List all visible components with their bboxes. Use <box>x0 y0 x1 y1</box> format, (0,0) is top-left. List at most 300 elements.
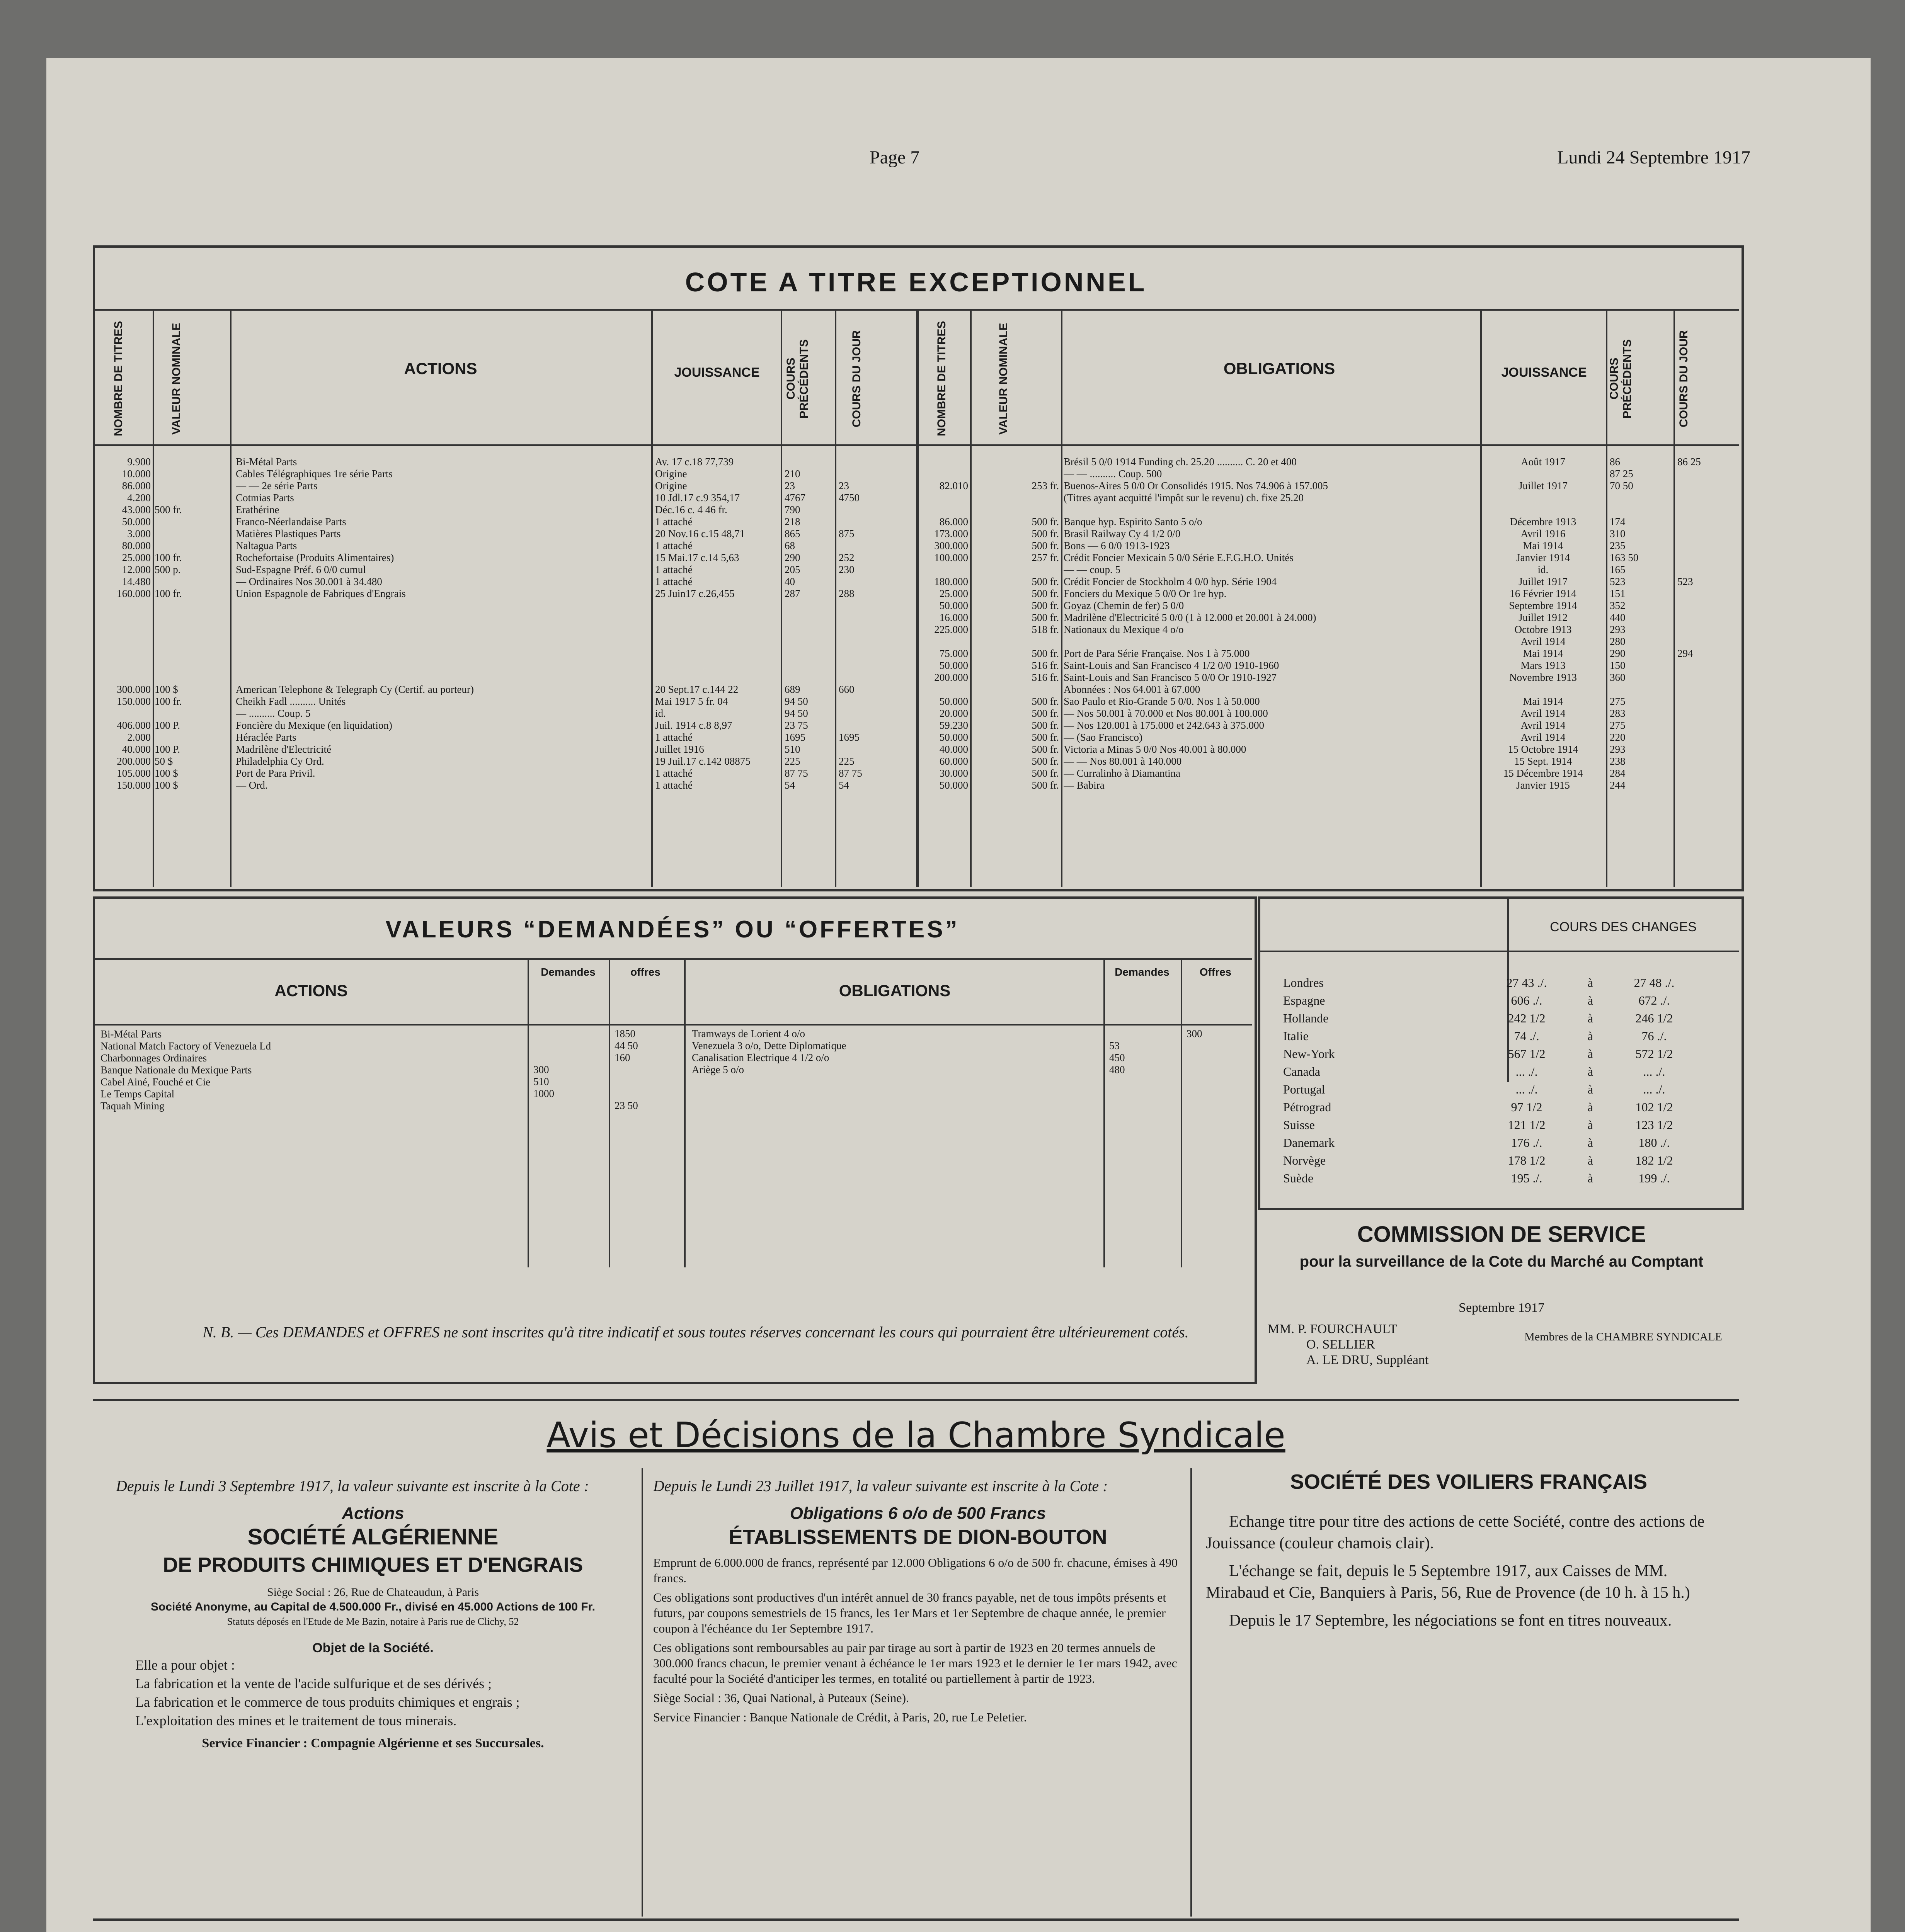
oblig-prec-cell: 150 <box>1610 660 1626 671</box>
action-name-cell: Cables Télégraphiques 1re série Parts <box>236 468 393 480</box>
actions-nombre-cell: 9.900 <box>127 456 151 468</box>
oblig-nombre-cell: 300.000 <box>934 540 968 551</box>
actions-jouissance-cell: 1 attaché <box>655 779 693 791</box>
oblig-prec-cell: 280 <box>1610 636 1626 647</box>
action-name-cell: Héraclée Parts <box>236 731 296 743</box>
oblig-valeur-cell: 500 fr. <box>1032 743 1059 755</box>
oblig-name-cell: Abonnées : Nos 64.001 à 67.000 <box>1064 684 1200 695</box>
valeurs-actions-header: ACTIONS <box>274 981 348 1000</box>
valeur-oblig-off-cell: 300 <box>1187 1028 1202 1039</box>
valeur-action-off-cell: 23 50 <box>615 1100 638 1111</box>
oblig-jour-cell <box>1677 707 1735 719</box>
actions-jour-cell: 660 <box>839 684 855 695</box>
oblig-jour-cell <box>1677 684 1735 696</box>
action-name-cell: — Ord. <box>236 779 268 791</box>
oblig-valeur-cell: 518 fr. <box>1032 624 1059 635</box>
avis1-name2: DE PRODUITS CHIMIQUES ET D'ENGRAIS <box>163 1553 583 1577</box>
col-jouissance-oblig: JOUISSANCE <box>1501 365 1587 380</box>
oblig-valeur-cell: 500 fr. <box>1032 540 1059 551</box>
oblig-valeur-cell <box>974 504 1059 516</box>
oblig-jouissance-cell: Mai 1914 <box>1523 696 1563 707</box>
actions-valeur-cell: 100 fr. <box>155 588 182 599</box>
change-low: 121 1/2 <box>1508 1118 1546 1132</box>
valeur-action-off-cell <box>615 1064 680 1076</box>
actions-jouissance-cell: Juil. 1914 c.8 8,97 <box>655 719 732 731</box>
actions-jour-cell <box>839 636 912 648</box>
valeurs-offres-header: offres <box>630 966 661 978</box>
oblig-cours-prec-list <box>1610 456 1672 791</box>
change-country: New-York <box>1283 1047 1335 1061</box>
page-number: Page 7 <box>870 147 920 168</box>
oblig-nombre-cell: 75.000 <box>939 648 968 659</box>
oblig-jouissance-cell: Novembre 1913 <box>1509 672 1577 683</box>
oblig-jouissance-cell: 15 Octobre 1914 <box>1508 743 1578 755</box>
avis1-kind: Actions <box>342 1504 404 1523</box>
avis2-p2: Ces obligations sont productives d'un intérêt annuel de 30 francs payable, net de tous impôts présents et futurs, par coupons semestriels de 15 francs, les 1er Mars et 1er Septembre de chaque année, le premier coupon à l'échéance du 1er Septembre 1917. <box>653 1590 1166 1635</box>
oblig-jour-cell <box>1677 755 1735 767</box>
avis1-objet-title: Objet de la Société. <box>312 1641 434 1655</box>
oblig-name-cell <box>1064 504 1479 516</box>
oblig-jour-cell <box>1677 468 1735 480</box>
actions-prec-cell: 865 <box>785 528 800 539</box>
actions-prec-cell <box>785 672 833 684</box>
valeurs-actions-list <box>100 1028 526 1112</box>
valeurs-oblig-demandes-header: Demandes <box>1115 966 1170 978</box>
actions-jour-cell: 1695 <box>839 731 860 743</box>
oblig-prec-cell <box>1610 492 1672 504</box>
actions-valeur-list <box>155 456 228 791</box>
oblig-prec-cell: 283 <box>1610 707 1626 719</box>
actions-valeur-cell: 100 $ <box>155 779 178 791</box>
commission-member: MM. P. FOURCHAULT <box>1268 1322 1398 1336</box>
change-sep: à <box>1587 1171 1593 1185</box>
change-low: 74 ./. <box>1514 1029 1539 1043</box>
avis2-siege: Siège Social : 36, Quai National, à Puteaux (Seine). <box>653 1691 909 1705</box>
change-country: Danemark <box>1283 1136 1335 1150</box>
actions-prec-cell: 87 75 <box>785 767 808 779</box>
actions-jouissance-cell: 20 Nov.16 c.15 48,71 <box>655 528 745 539</box>
oblig-name-cell: Banque hyp. Espirito Santo 5 o/o <box>1064 516 1202 527</box>
oblig-valeur-cell: 500 fr. <box>1032 528 1059 539</box>
actions-jouissance-cell: 1 attaché <box>655 731 693 743</box>
oblig-jour-cell <box>1677 540 1735 552</box>
actions-nombre-list <box>97 456 151 791</box>
oblig-name-cell: — Babira <box>1064 779 1105 791</box>
actions-jouissance-cell: 1 attaché <box>655 564 693 575</box>
objet-line: La fabrication et le commerce de tous produits chimiques et engrais ; <box>135 1694 520 1710</box>
actions-prec-cell <box>785 636 833 648</box>
avis-col3 <box>1206 1468 1731 1631</box>
valeur-action-cell: National Match Factory of Venezuela Ld <box>100 1040 271 1052</box>
actions-prec-cell: 210 <box>785 468 800 480</box>
actions-jour-cell <box>839 719 912 731</box>
actions-valeur-cell <box>155 468 228 480</box>
commission-subtitle: pour la surveillance de la Cote du Marché au Comptant <box>1299 1253 1704 1270</box>
actions-jouissance-cell: 25 Juin17 c.26,455 <box>655 588 735 599</box>
actions-jour-cell: 23 <box>839 480 849 492</box>
col-jouissance-actions: JOUISSANCE <box>674 365 760 380</box>
oblig-prec-cell: 87 25 <box>1610 468 1633 480</box>
oblig-jour-cell <box>1677 624 1735 636</box>
col-cours-jour-actions: COURS DU JOUR <box>850 330 863 427</box>
col-cours-jour-oblig: COURS DU JOUR <box>1677 330 1690 427</box>
avis1-capital: Société Anonyme, au Capital de 4.500.000 Fr., divisé en 45.000 Actions de 100 Fr. <box>151 1600 595 1613</box>
oblig-prec-cell: 86 <box>1610 456 1620 468</box>
change-sep: à <box>1587 993 1593 1007</box>
oblig-nombre-cell: 25.000 <box>939 588 968 599</box>
oblig-jour-cell <box>1677 588 1735 600</box>
avis1-objet-list <box>116 1656 630 1730</box>
change-high: 199 ./. <box>1638 1171 1670 1185</box>
change-low: 97 1/2 <box>1511 1100 1542 1114</box>
valeur-action-dem-cell <box>533 1040 603 1052</box>
oblig-name-cell: Madrilène d'Electricité 5 0/0 (1 à 12.000 et 20.001 à 24.000) <box>1064 612 1316 623</box>
actions-prec-cell <box>785 648 833 660</box>
actions-valeur-cell: 100 $ <box>155 767 178 779</box>
oblig-valeur-cell <box>974 684 1059 696</box>
actions-prec-cell: 510 <box>785 743 800 755</box>
change-sep: à <box>1587 1100 1593 1114</box>
change-row <box>1283 1009 1728 1027</box>
actions-jour-cell <box>839 456 912 468</box>
action-name-cell <box>236 612 649 624</box>
oblig-jouissance-cell: 15 Sept. 1914 <box>1514 755 1572 767</box>
col-valeur-oblig: VALEUR NOMINALE <box>997 323 1010 435</box>
action-name-cell: Bi-Métal Parts <box>236 456 297 468</box>
oblig-name-cell: Saint-Louis and San Francisco 4 1/2 0/0 1910-1960 <box>1064 660 1279 671</box>
action-name-cell: Matières Plastiques Parts <box>236 528 341 539</box>
actions-jour-cell <box>839 576 912 588</box>
actions-valeur-cell <box>155 600 228 612</box>
oblig-name-cell: — (Sao Francisco) <box>1064 731 1142 743</box>
actions-nombre-cell <box>97 600 151 612</box>
valeur-action-dem-cell <box>533 1112 603 1124</box>
change-country: Canada <box>1283 1065 1320 1078</box>
oblig-prec-cell: 275 <box>1610 719 1626 731</box>
col-actions: ACTIONS <box>404 359 477 378</box>
actions-prec-cell: 94 50 <box>785 707 808 719</box>
change-country: Portugal <box>1283 1082 1325 1096</box>
oblig-valeur-cell: 500 fr. <box>1032 707 1059 719</box>
oblig-prec-cell: 235 <box>1610 540 1626 551</box>
avis2-kind: Obligations 6 o/o de 500 Francs <box>790 1504 1046 1523</box>
actions-jour-cell: 4750 <box>839 492 860 503</box>
actions-nombre-cell: 300.000 <box>117 684 151 695</box>
valeur-oblig-cell: Ariège 5 o/o <box>692 1064 744 1075</box>
oblig-name-cell: Brésil 5 0/0 1914 Funding ch. 25.20 .......... C. 20 et 400 <box>1064 456 1297 468</box>
avis1-name1: SOCIÉTÉ ALGÉRIENNE <box>247 1524 499 1549</box>
actions-valeur-cell <box>155 456 228 468</box>
oblig-nombre-cell: 59.230 <box>939 719 968 731</box>
oblig-name-cell: Brasil Railway Cy 4 1/2 0/0 <box>1064 528 1181 539</box>
oblig-nombre-cell: 50.000 <box>939 731 968 743</box>
change-row <box>1283 1134 1728 1151</box>
oblig-jouissance-cell: Mai 1914 <box>1523 540 1563 551</box>
oblig-nombre-cell <box>920 684 968 696</box>
actions-valeur-cell <box>155 731 228 743</box>
actions-valeur-cell <box>155 528 228 540</box>
oblig-jour-cell <box>1677 552 1735 564</box>
oblig-prec-cell: 238 <box>1610 755 1626 767</box>
change-high: 102 1/2 <box>1635 1100 1673 1114</box>
actions-jour-cell: 288 <box>839 588 855 599</box>
actions-prec-cell: 40 <box>785 576 795 587</box>
oblig-prec-cell: 220 <box>1610 731 1626 743</box>
objet-line: L'exploitation des mines et le traitement de tous minerais. <box>135 1713 457 1728</box>
valeur-oblig-dem-cell <box>1109 1028 1179 1040</box>
oblig-prec-cell: 275 <box>1610 696 1626 707</box>
actions-valeur-cell: 100 fr. <box>155 552 182 563</box>
actions-prec-cell: 54 <box>785 779 795 791</box>
oblig-valeur-cell: 500 fr. <box>1032 719 1059 731</box>
actions-nombre-cell: 14.480 <box>122 576 151 587</box>
oblig-prec-cell: 293 <box>1610 743 1626 755</box>
valeurs-oblig-offres <box>1187 1028 1248 1076</box>
action-name-cell: Erathérine <box>236 504 279 515</box>
oblig-jouissance-cell: 15 Décembre 1914 <box>1503 767 1583 779</box>
change-high: 672 ./. <box>1638 993 1670 1007</box>
actions-jour-cell <box>839 468 912 480</box>
actions-jouissance-cell <box>655 600 779 612</box>
actions-nombre-cell: 12.000 <box>122 564 151 575</box>
valeurs-obligations-header: OBLIGATIONS <box>839 981 951 1000</box>
change-row <box>1283 1027 1728 1045</box>
change-sep: à <box>1587 1011 1593 1025</box>
actions-prec-cell <box>785 612 833 624</box>
actions-prec-cell: 94 50 <box>785 696 808 707</box>
col-cours-prec-actions: COURS PRÉCÉDENTS <box>785 339 810 418</box>
oblig-prec-cell: 293 <box>1610 624 1626 635</box>
avis1-statuts: Statuts déposés en l'Etude de Me Bazin, notaire à Paris rue de Clichy, 52 <box>227 1616 519 1627</box>
actions-valeur-cell <box>155 672 228 684</box>
oblig-nombre-cell: 60.000 <box>939 755 968 767</box>
actions-jour-cell <box>839 743 912 755</box>
actions-jour-cell: 225 <box>839 755 855 767</box>
oblig-valeur-cell <box>974 468 1059 480</box>
valeurs-oblig-demandes <box>1109 1028 1179 1076</box>
action-name-cell: Union Espagnole de Fabriques d'Engrais <box>236 588 406 599</box>
oblig-name-cell: — — coup. 5 <box>1064 564 1120 575</box>
valeur-action-off-cell <box>615 1076 680 1088</box>
change-low: 178 1/2 <box>1508 1153 1546 1167</box>
change-country: Londres <box>1283 976 1324 990</box>
oblig-nombre-cell <box>920 636 968 648</box>
valeurs-demandes-header: Demandes <box>541 966 596 978</box>
actions-nombre-cell: 86.000 <box>122 480 151 492</box>
oblig-valeur-cell: 516 fr. <box>1032 672 1059 683</box>
actions-valeur-cell <box>155 480 228 492</box>
actions-jouissance-cell: Juillet 1916 <box>655 743 704 755</box>
actions-jouissance-cell: 19 Juil.17 c.142 08875 <box>655 755 751 767</box>
actions-nombre-cell: 150.000 <box>117 779 151 791</box>
oblig-jouissance-cell <box>1482 492 1604 504</box>
action-name-cell: Cotmias Parts <box>236 492 294 503</box>
oblig-prec-cell: 310 <box>1610 528 1626 539</box>
commission-role: Membres de la CHAMBRE SYNDICALE <box>1524 1330 1722 1343</box>
avis-col1 <box>116 1476 630 1751</box>
actions-jouissance-cell: 1 attaché <box>655 540 693 551</box>
change-sep: à <box>1587 1029 1593 1043</box>
valeur-action-off-cell: 160 <box>615 1052 630 1063</box>
oblig-name-cell: Fonciers du Mexique 5 0/0 Or 1re hyp. <box>1064 588 1227 599</box>
oblig-valeur-cell: 500 fr. <box>1032 648 1059 659</box>
col-obligations: OBLIGATIONS <box>1223 359 1335 378</box>
oblig-valeur-cell <box>974 492 1059 504</box>
change-low: 567 1/2 <box>1508 1047 1546 1061</box>
change-sep: à <box>1587 976 1593 990</box>
change-low: ... ./. <box>1515 1082 1538 1096</box>
change-sep: à <box>1587 1118 1593 1132</box>
actions-jouissance-cell: Déc.16 c. 4 46 fr. <box>655 504 727 515</box>
avis3-title: SOCIÉTÉ DES VOILIERS FRANÇAIS <box>1290 1470 1648 1493</box>
oblig-jour-cell: 294 <box>1677 648 1693 659</box>
oblig-prec-cell: 163 50 <box>1610 552 1639 563</box>
valeur-action-off-cell: 1850 <box>615 1028 635 1039</box>
valeur-oblig-dem-cell: 450 <box>1109 1052 1125 1063</box>
change-row <box>1283 1116 1728 1134</box>
col-nombre-actions: NOMBRE DE TITRES <box>112 321 125 437</box>
actions-valeur-cell: 100 P. <box>155 743 180 755</box>
oblig-prec-cell <box>1610 504 1672 516</box>
change-sep: à <box>1587 1082 1593 1096</box>
action-name-cell: Foncière du Mexique (en liquidation) <box>236 719 392 731</box>
change-high: 27 48 ./. <box>1634 976 1675 990</box>
valeurs-oblig-offres-header: Offres <box>1199 966 1232 978</box>
valeur-oblig-dem-cell: 480 <box>1109 1064 1125 1075</box>
oblig-jouissance-cell <box>1482 504 1604 516</box>
actions-nombre-cell: 105.000 <box>117 767 151 779</box>
change-country: Italie <box>1283 1029 1309 1043</box>
commission-month: Septembre 1917 <box>1459 1301 1544 1315</box>
oblig-jouissance-cell: Janvier 1914 <box>1516 552 1570 563</box>
actions-nombre-cell <box>97 648 151 660</box>
oblig-nombre-cell: 86.000 <box>939 516 968 527</box>
oblig-valeur-cell: 500 fr. <box>1032 731 1059 743</box>
change-row <box>1283 1151 1728 1169</box>
oblig-jouissance-cell: Janvier 1915 <box>1516 779 1570 791</box>
actions-nombre-cell: 150.000 <box>117 696 151 707</box>
actions-nombre-cell <box>97 660 151 672</box>
oblig-name-cell <box>1064 636 1479 648</box>
valeur-oblig-cell: Tramways de Lorient 4 o/o <box>692 1028 805 1039</box>
avis3-p1: Echange titre pour titre des actions de cette Société, contre des actions de Jouissance (couleur chamois clair). <box>1206 1513 1705 1552</box>
valeur-action-dem-cell <box>533 1100 603 1112</box>
oblig-prec-cell: 290 <box>1610 648 1626 659</box>
change-row <box>1283 992 1728 1009</box>
oblig-prec-cell: 440 <box>1610 612 1626 623</box>
oblig-jour-cell <box>1677 719 1735 731</box>
oblig-jour-cell <box>1677 480 1735 492</box>
valeur-action-off-cell <box>615 1088 680 1100</box>
actions-valeur-cell <box>155 660 228 672</box>
oblig-jouissance-cell: id. <box>1537 564 1549 575</box>
avis3-p2: L'échange se fait, depuis le 5 Septembre 1917, aux Caisses de MM. Mirabaud et Cie, Banquiers à Paris, 56, Rue de Provence (de 10 h. à 15 h.) <box>1206 1562 1690 1602</box>
cote-title: COTE A TITRE EXCEPTIONNEL <box>685 267 1147 297</box>
actions-nombre-cell: 200.000 <box>117 755 151 767</box>
actions-jouissance-list <box>655 456 779 791</box>
oblig-nombre-cell: 200.000 <box>934 672 968 683</box>
action-name-cell: Port de Para Privil. <box>236 767 315 779</box>
action-name-cell: — — 2e série Parts <box>236 480 318 492</box>
oblig-nombre-cell: 50.000 <box>939 660 968 671</box>
actions-jouissance-cell <box>655 672 779 684</box>
change-low: 195 ./. <box>1511 1171 1542 1185</box>
actions-jouissance-cell: 20 Sept.17 c.144 22 <box>655 684 739 695</box>
actions-jouissance-cell <box>655 636 779 648</box>
oblig-name-cell: Buenos-Aires 5 0/0 Or Consolidés 1915. Nos 74.906 à 157.005 <box>1064 480 1328 492</box>
actions-prec-cell <box>785 624 833 636</box>
actions-names-list <box>236 456 649 791</box>
change-country: Suède <box>1283 1171 1314 1185</box>
oblig-jouissance-cell: Juillet 1912 <box>1519 612 1568 623</box>
avis1-service: Service Financier : Compagnie Algérienne et ses Succursales. <box>202 1736 544 1750</box>
actions-prec-cell: 790 <box>785 504 800 515</box>
actions-nombre-cell <box>97 672 151 684</box>
oblig-valeur-cell <box>974 456 1059 468</box>
oblig-nombre-cell: 30.000 <box>939 767 968 779</box>
oblig-nombre-cell: 173.000 <box>934 528 968 539</box>
avis1-intro: Depuis le Lundi 3 Septembre 1917, la valeur suivante est inscrite à la Cote : <box>116 1477 589 1495</box>
actions-nombre-cell <box>97 707 151 719</box>
valeur-action-dem-cell <box>533 1028 603 1040</box>
valeurs-title: VALEURS “DEMANDÉES” OU “OFFERTES” <box>385 916 960 943</box>
actions-prec-cell: 287 <box>785 588 800 599</box>
oblig-valeur-cell: 500 fr. <box>1032 779 1059 791</box>
change-row <box>1283 1169 1728 1187</box>
oblig-valeur-cell <box>974 564 1059 576</box>
oblig-jour-cell <box>1677 564 1735 576</box>
oblig-nombre-cell <box>920 456 968 468</box>
valeur-action-cell: Le Temps Capital <box>100 1088 175 1100</box>
actions-jouissance-cell <box>655 624 779 636</box>
oblig-valeur-list <box>974 456 1059 791</box>
action-name-cell <box>236 660 649 672</box>
actions-valeur-cell: 500 p. <box>155 564 181 575</box>
action-name-cell: Franco-Néerlandaise Parts <box>236 516 346 527</box>
changes-title: COURS DES CHANGES <box>1550 920 1697 934</box>
oblig-name-cell: Crédit Foncier Mexicain 5 0/0 Série E.F.G.H.O. Unités <box>1064 552 1294 563</box>
actions-jouissance-cell <box>655 660 779 672</box>
oblig-jour-cell: 86 25 <box>1677 456 1701 468</box>
oblig-prec-cell: 151 <box>1610 588 1626 599</box>
oblig-nombre-cell: 180.000 <box>934 576 968 587</box>
actions-jouissance-cell: 1 attaché <box>655 576 693 587</box>
oblig-prec-cell: 352 <box>1610 600 1626 611</box>
oblig-jouissance-cell: Juillet 1917 <box>1519 576 1568 587</box>
action-name-cell <box>236 672 649 684</box>
actions-prec-cell: 1695 <box>785 731 805 743</box>
actions-valeur-cell <box>155 492 228 504</box>
valeurs-note: N. B. — Ces DEMANDES et OFFRES ne sont inscrites qu'à titre indicatif et sous toutes réserves concernant les cours qui pourraient être ultérieurement cotés. <box>203 1323 1189 1341</box>
oblig-nombre-cell <box>920 492 968 504</box>
actions-jour-cell <box>839 540 912 552</box>
avis2-intro: Depuis le Lundi 23 Juillet 1917, la valeur suivante est inscrite à la Cote : <box>653 1477 1108 1495</box>
actions-jouissance-cell: 1 attaché <box>655 767 693 779</box>
actions-nombre-cell <box>97 624 151 636</box>
oblig-jouissance-cell: Septembre 1914 <box>1509 600 1577 611</box>
oblig-jouissance-cell: Octobre 1913 <box>1514 624 1572 635</box>
actions-nombre-cell: 80.000 <box>122 540 151 551</box>
oblig-prec-cell: 70 50 <box>1610 480 1633 492</box>
oblig-jour-cell <box>1677 612 1735 624</box>
col-nombre-oblig: NOMBRE DE TITRES <box>935 321 948 437</box>
change-high: 572 1/2 <box>1635 1047 1673 1061</box>
change-country: Pétrograd <box>1283 1100 1331 1114</box>
changes-table <box>1283 974 1728 1187</box>
valeur-action-off-cell: 44 50 <box>615 1040 638 1051</box>
actions-jouissance-cell: 1 attaché <box>655 516 693 527</box>
avis2-service: Service Financier : Banque Nationale de Crédit, à Paris, 20, rue Le Peletier. <box>653 1710 1027 1724</box>
